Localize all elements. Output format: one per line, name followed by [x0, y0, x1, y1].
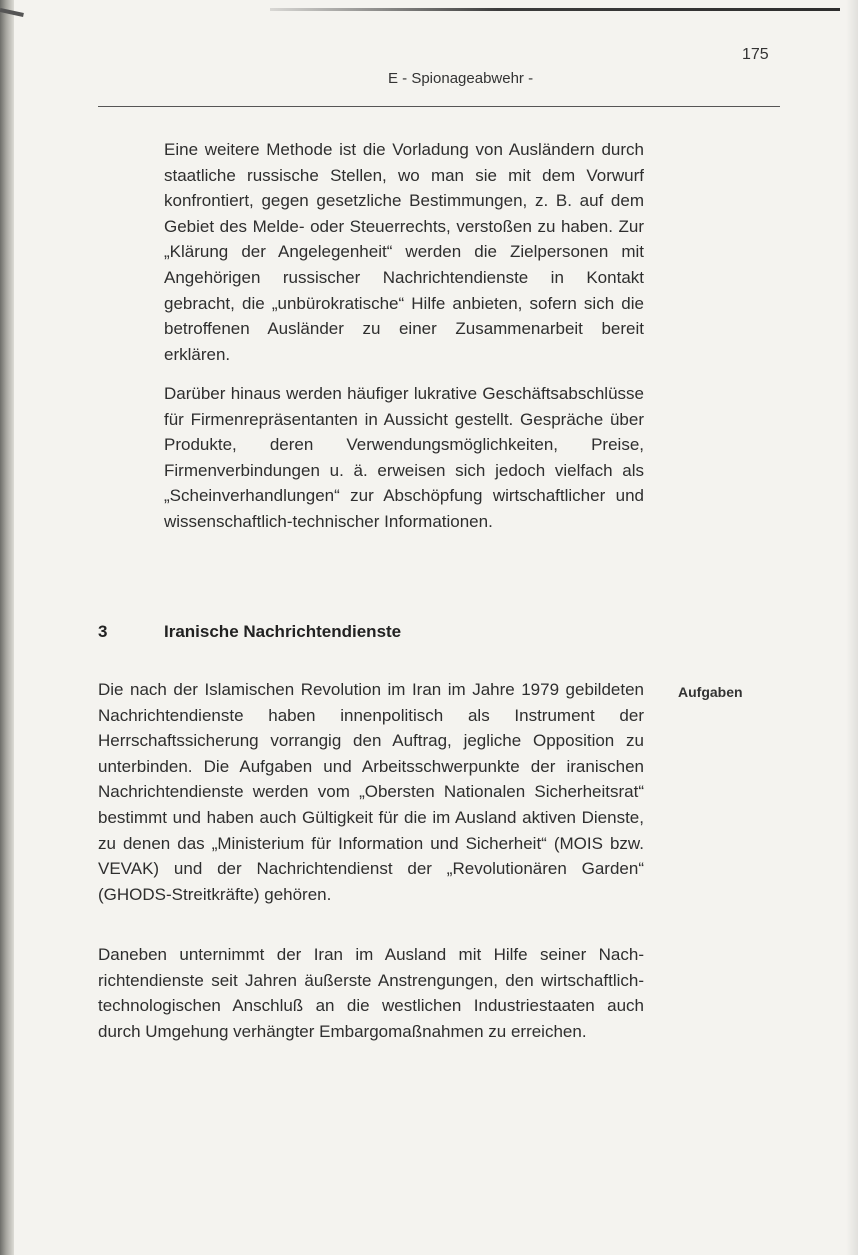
- book-spine-shadow: [0, 0, 14, 1255]
- section-number: 3: [98, 622, 108, 641]
- header-divider: [98, 106, 780, 107]
- page-number: 175: [742, 46, 769, 63]
- top-edge-rule: [270, 8, 840, 11]
- paragraph-iran-aufgaben: Die nach der Islamischen Revolution im Iran im Jahre 1979 gebildeten Nachrichtendienste haben innenpolitisch als Instrument der Herrschaftssicherung vorrangig den Auftrag, jegliche Opposition zu unterbinden. Die Aufgaben und Arbeitsschwerpunkte der iranischen Nachrichtendienste werden vom „Obersten Nationalen Sicherheitsrat“ bestimmt und haben auch Gültigkeit für die im Ausland aktiven Dienste, zu denen das „Ministerium für Information und Sicherheit“ (MOIS bzw. VEVAK) und der Nachrichtendienst der „Revolutionären Garden“ (GHODS-Streitkräfte) gehören.: [98, 680, 644, 904]
- section-title: Iranische Nachrichtendienste: [164, 622, 402, 641]
- paragraph-geschaeftsabschluesse: Darüber hinaus werden häufiger lukrative Geschäftsabschlüsse für Firmenrepräsentanten in Aussicht gestellt. Gespräche über Produkte, deren Verwendungsmöglichkeiten, Preise, Firmenverbindungen u. ä. erweisen sich jedoch vielfach als „Scheinverhandlungen“ zur Abschöpfung wirtschaftlicher und wissenschaftlich-technischer Informationen.: [164, 384, 644, 531]
- page-edge-shadow: [846, 0, 858, 1255]
- paragraph-iran-anstrengungen: Daneben unternimmt der Iran im Ausland mit Hilfe seiner Nachrichtendienste seit Jahren äußerste Anstrengungen, den wirtschaftlich-technologischen Anschluß an die westlichen Industriestaaten auch durch Umgehung verhängter Embargomaßnahmen zu erreichen.: [98, 945, 644, 1041]
- paragraph-vorladung: Eine weitere Methode ist die Vorladung von Ausländern durch staatliche russische Stellen, wo man sie mit dem Vorwurf konfrontiert, gegen gesetzliche Bestimmungen, z. B. auf dem Gebiet des Melde- oder Steuerrechts, verstoßen zu haben. Zur „Klärung der Angelegenheit“ werden die Zielpersonen mit Angehörigen russischer Nachrichtendienste in Kontakt gebracht, die „unbürokratische“ Hilfe anbieten, sofern sich die betroffenen Ausländer zu einer Zusammenarbeit bereit erklären.: [164, 140, 644, 364]
- running-head: E - Spionageabwehr -: [388, 70, 534, 87]
- margin-note-aufgaben: Aufgaben: [678, 684, 743, 700]
